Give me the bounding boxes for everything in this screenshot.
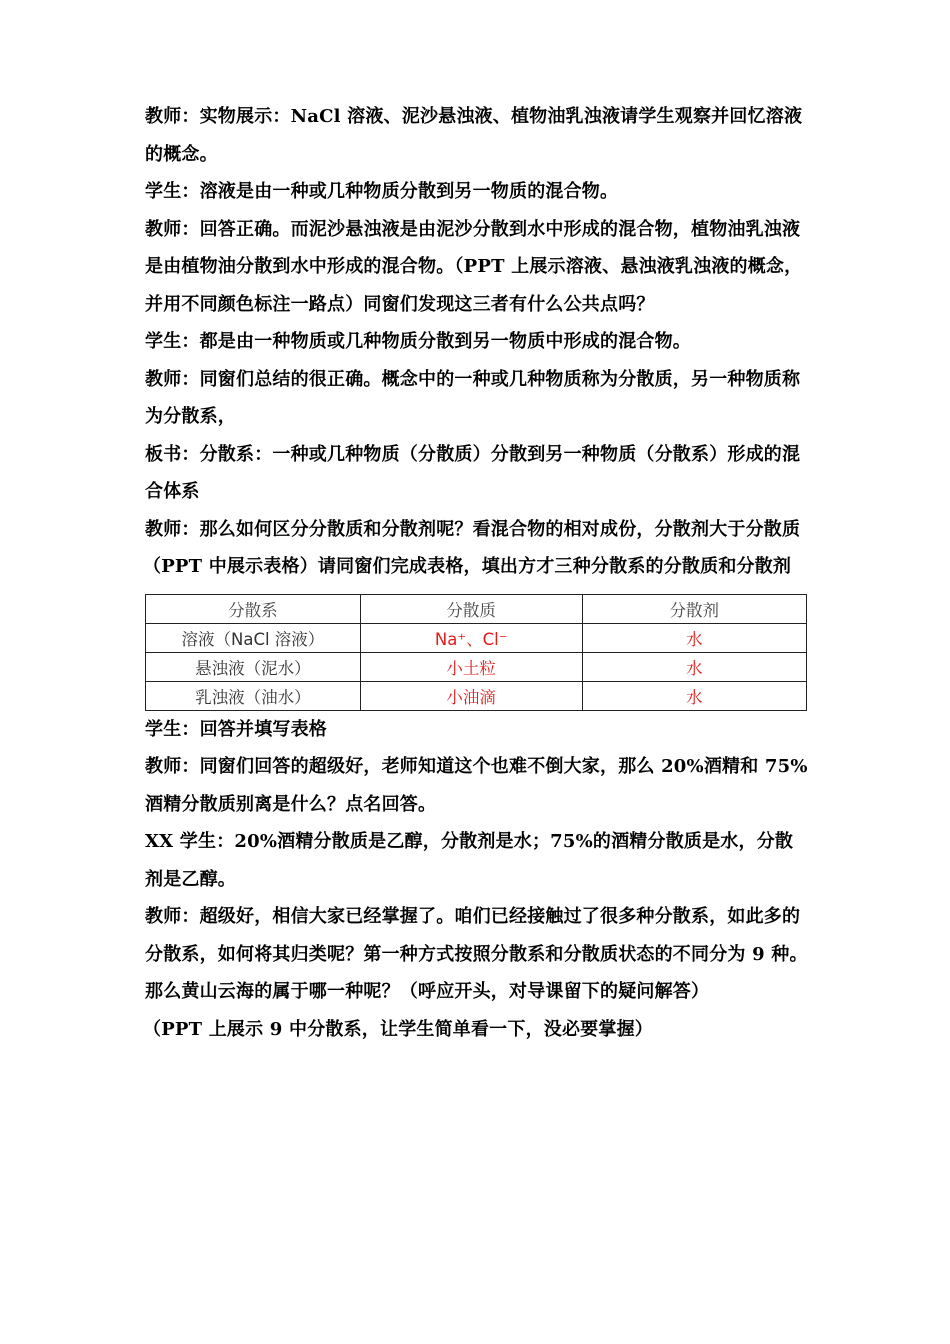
paragraph: 教师：实物展示：NaCl 溶液、泥沙悬浊液、植物油乳浊液请学生观察并回忆溶液的概念。 — [145, 106, 803, 165]
table-cell: 悬浊液（泥水） — [146, 652, 361, 681]
table-cell-answer: 小油滴 — [360, 681, 582, 710]
table-row — [146, 623, 807, 652]
paragraph: （PPT 上展示 9 中分散系，让学生简单看一下，没必要掌握） — [143, 1018, 653, 1040]
table-header-row — [146, 594, 807, 623]
paragraph: 教师：回答正确。而泥沙悬浊液是由泥沙分散到水中形成的混合物，植物油乳浊液是由植物油分散到水中形成的混合物。（PPT 上展示溶液、悬浊液乳浊液的概念，并用不同颜色标注一路点）同窗们发现这三者有什么公共点吗？ — [145, 218, 803, 315]
column-header: 分散剂 — [582, 594, 806, 623]
paragraph: XX 学生：20%酒精分散质是乙醇，分散剂是水；75%的酒精分散质是水，分散剂是乙醇。 — [145, 831, 794, 890]
dispersion-system-table — [145, 594, 807, 711]
table-row — [146, 681, 807, 710]
table-cell-answer: Na⁺、Cl⁻ — [360, 623, 582, 652]
table-intro-paragraph: （PPT 中展示表格）请同窗们完成表格，填出方才三种分散系的分散质和分散剂 — [143, 556, 792, 577]
table-cell-answer: 小土粒 — [360, 652, 582, 681]
paragraph: 板书：分散系：一种或几种物质（分散质）分散到另一种物质（分散系）形成的混合体系 — [145, 443, 801, 502]
column-header: 分散质 — [360, 594, 582, 623]
column-header: 分散系 — [146, 594, 361, 623]
paragraph: 教师：同窗们回答的超级好，老师知道这个也难不倒大家，那么 20%酒精和 75%酒精分散质别离是什么？点名回答。 — [145, 756, 808, 815]
table-cell-answer: 水 — [582, 681, 806, 710]
table-cell: 乳浊液（油水） — [146, 681, 361, 710]
paragraph: 教师：那么如何区分分散质和分散剂呢？看混合物的相对成份，分散剂大于分散质 — [145, 518, 801, 540]
paragraph: 学生：溶液是由一种或几种物质分散到另一物质的混合物。 — [145, 181, 619, 202]
table-cell: 溶液（NaCl 溶液） — [146, 623, 361, 652]
paragraph: 学生：回答并填写表格 — [145, 718, 327, 740]
paragraph: 学生：都是由一种物质或几种物质分散到另一物质中形成的混合物。 — [145, 331, 691, 352]
table-cell-answer: 水 — [582, 652, 806, 681]
table-row — [146, 652, 807, 681]
paragraph: 教师：超级好，相信大家已经掌握了。咱们已经接触过了很多种分散系，如此多的分散系，如何将其归类呢？第一种方式按照分散系和分散质状态的不同分为 9 种。那么黄山云海的属于哪一种呢？（呼应开头，对导课留下的疑问解答） — [145, 906, 808, 1002]
document-page — [145, 98, 810, 1048]
table-cell-answer: 水 — [582, 623, 806, 652]
paragraph: 教师：同窗们总结的很正确。概念中的一种或几种物质称为分散质，另一种物质称为分散系， — [145, 368, 801, 427]
